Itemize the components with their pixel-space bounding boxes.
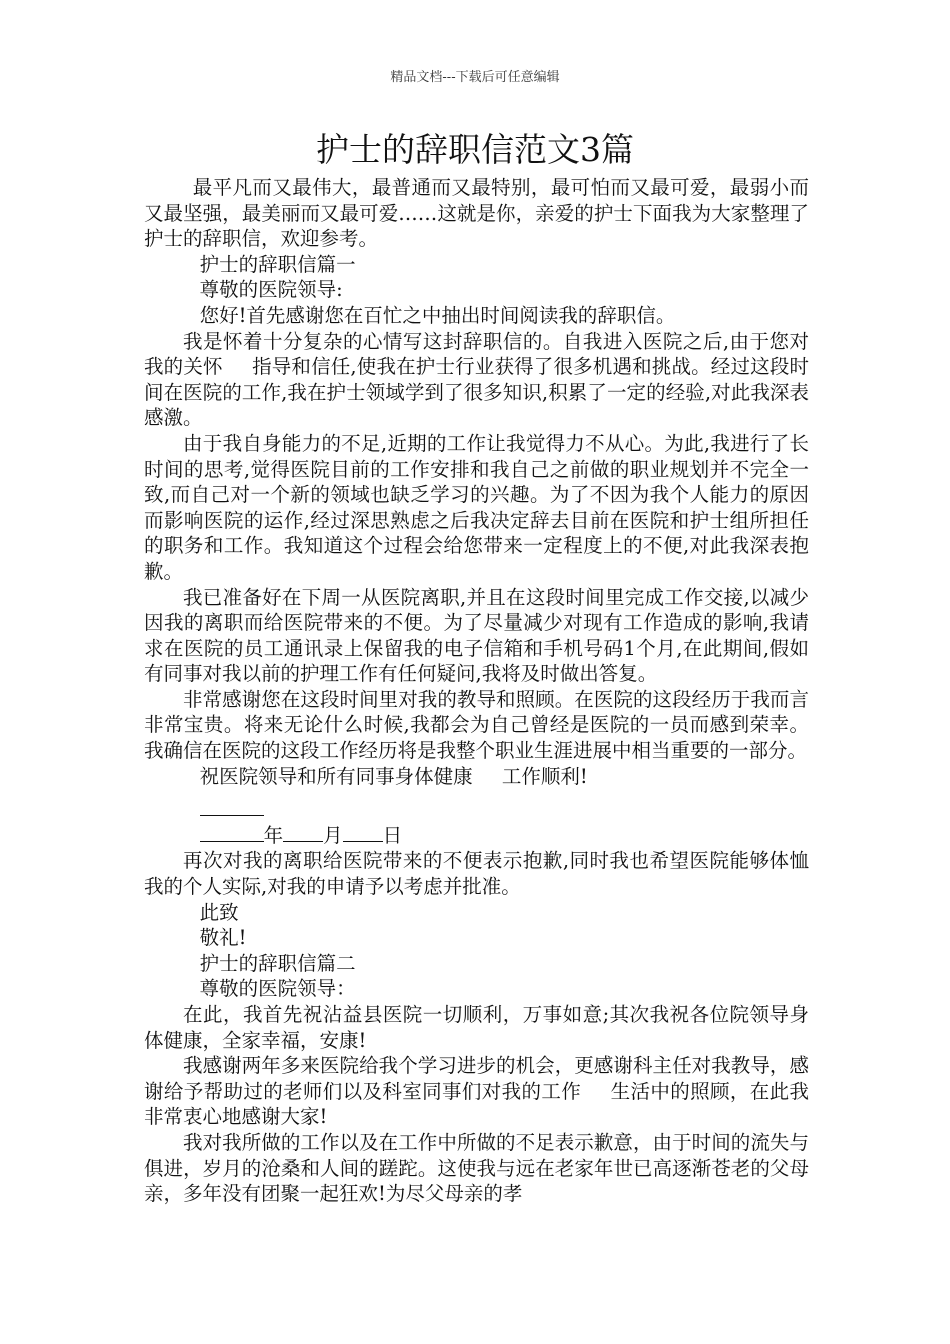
letter2-paragraph-1: 在此，我首先祝沾益县医院一切顺利，万事如意;其次我祝各位院领导身体健康，全家幸福，安康! [144, 1003, 809, 1052]
date-month-label: 月 [323, 823, 343, 847]
document-body [144, 175, 809, 1207]
letter1-salutation: 尊敬的医院领导: [199, 278, 343, 302]
date-year-label: 年 [263, 823, 284, 847]
letter2-paragraph-2a: 我感谢两年多来医院给我个学习进步的机会，更感谢科主任对我教导，感谢给予帮助过的老师们以及科室同事们对我的工作 [144, 1054, 809, 1103]
intro-paragraph: 最平凡而又最伟大，最普通而又最特别，最可怕而又最可爱，最弱小而又最坚强，最美丽而又最可爱……这就是你，亲爱的护士下面我为大家整理了护士的辞职信，欢迎参考。 [144, 176, 809, 251]
letter1-closing-2: 敬礼! [199, 926, 247, 950]
year-blank [200, 823, 264, 842]
date-day-label: 日 [382, 823, 403, 847]
month-blank [283, 823, 323, 842]
letter1-paragraph-2: 由于我自身能力的不足,近期的工作让我觉得力不从心。为此,我进行了长时间的思考,觉得医院目前的工作安排和我自己之前做的职业规划并不完全一致,而自己对一个新的领域也缺乏学习的兴趣。为了不因为我个人能力的原因而影响医院的运作,经过深思熟虑之后我决定辞去目前在医院和护士组所担任的职务和工作。我知道这个过程会给您带来一定程度上的不便,对此我深表抱歉。 [144, 431, 809, 583]
signature-spacer [144, 789, 809, 797]
day-blank [343, 823, 383, 842]
letter2-salutation: 尊敬的医院领导： [199, 977, 356, 1001]
wish-part-b: 工作顺利! [501, 764, 588, 788]
letter2-paragraph-3: 我对我所做的工作以及在工作中所做的不足表示歉意，由于时间的流失与俱进，岁月的沧桑和人间的蹉跎。这使我与远在老家年世已高逐渐苍老的父母亲，多年没有团聚一起狂欢!为尽父母亲的孝 [144, 1130, 809, 1206]
letter1-paragraph-1 [144, 329, 809, 431]
signature-blank [200, 798, 264, 817]
letter1-paragraph-5: 再次对我的离职给医院带来的不便表示抱歉,同时我也希望医院能够体恤我的个人实际,对我的申请予以考虑并批准。 [144, 849, 809, 899]
date-line [144, 823, 809, 849]
letter1-heading: 护士的辞职信篇一 [199, 252, 356, 276]
letter1-paragraph-4: 非常感谢您在这段时间里对我的教导和照顾。在医院的这段经历于我而言非常宝贵。将来无论什么时候,我都会为自己曾经是医院的一员而感到荣幸。我确信在医院的这段工作经历将是我整个职业生涯进展中相当重要的一部分。 [144, 687, 809, 763]
page-header: 精品文档---下载后可任意编辑 [390, 70, 560, 85]
letter1-greeting: 您好!首先感谢您在百忙之中抽出时间阅读我的辞职信。 [199, 303, 676, 327]
letter2-paragraph-2 [144, 1053, 809, 1130]
signature-line [144, 797, 809, 823]
letter1-closing-1: 此致 [199, 900, 239, 924]
letter2-heading: 护士的辞职信篇二 [199, 951, 356, 975]
wish-part-a: 祝医院领导和所有同事身体健康 [199, 764, 473, 788]
letter1-wish [144, 764, 809, 790]
letter2-paragraph-2b: 生活中的照顾，在此我非常衷心地感谢大家! [144, 1079, 809, 1129]
letter1-paragraph-1b: 指导和信任,使我在护士行业获得了很多机遇和挑战。经过这段时间在医院的工作,我在护士领域学到了很多知识,积累了一定的经验,对此我深表感激。 [144, 355, 809, 430]
letter1-paragraph-3: 我已准备好在下周一从医院离职,并且在这段时间里完成工作交接,以减少因我的离职而给医院带来的不便。为了尽量减少对现有工作造成的影响,我请求在医院的员工通讯录上保留我的电子信箱和手机号码1个月,在此期间,假如有同事对我以前的护理工作有任何疑问,我将及时做出答复。 [144, 585, 809, 686]
letter1-paragraph-1a: 我是怀着十分复杂的心情写这封辞职信的。自我进入医院之后,由于您对我的关怀 [144, 329, 809, 379]
document-title: 护士的辞职信范文3篇 [316, 130, 634, 169]
